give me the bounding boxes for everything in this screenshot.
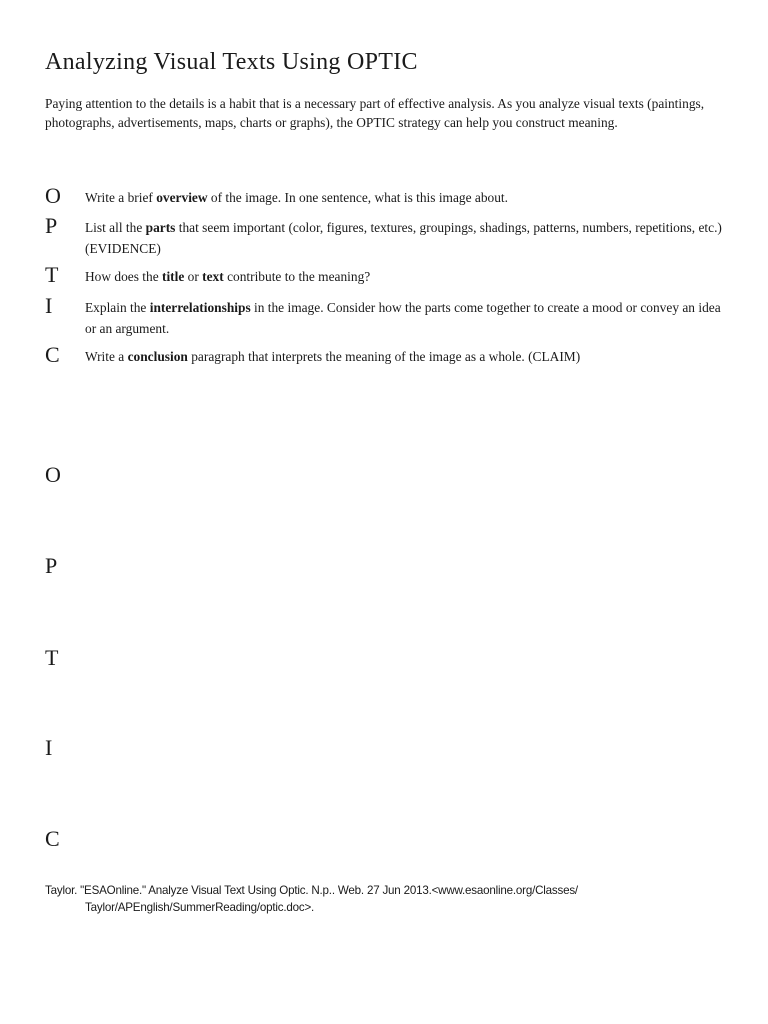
page-title: Analyzing Visual Texts Using OPTIC [45, 49, 418, 75]
step-letter-i: I [45, 293, 53, 318]
step-title-keyword-2: text [202, 269, 224, 284]
step-title-text-before: How does the [85, 269, 162, 284]
step-conclusion-text-after: paragraph that interprets the meaning of the image as a whole. (CLAIM) [187, 349, 581, 364]
answer-letter-o: O [45, 462, 61, 487]
step-overview-text-before: Write a brief [85, 190, 157, 205]
step-overview-keyword: overview [156, 190, 208, 205]
citation [45, 882, 685, 916]
step-conclusion-text [85, 347, 725, 368]
answer-letter-c: C [45, 826, 60, 851]
step-overview-text [85, 188, 725, 209]
step-title-keyword: title [161, 269, 185, 284]
step-interrelationships-text-before: Explain the [85, 300, 150, 315]
intro-paragraph: Paying attention to the details is a habit that is a necessary part of effective analysis. As you analyze visual texts (paintings, photographs, advertisements, maps, charts or graphs), the OPTIC strategy can help you construct meaning. [45, 96, 705, 130]
step-letter-p: P [45, 213, 58, 238]
step-overview-text-after: of the image. In one sentence, what is this image about. [207, 190, 508, 205]
step-interrelationships-keyword: interrelationships [149, 300, 251, 315]
step-conclusion-text-before: Write a [85, 349, 128, 364]
step-letter-t: T [45, 262, 59, 287]
step-title-text [85, 267, 725, 288]
step-letter-o: O [45, 183, 61, 208]
step-title-text-after: contribute to the meaning? [223, 269, 371, 284]
answer-letter-i: I [45, 735, 53, 760]
citation-line-1: Taylor. "ESAOnline." Analyze Visual Text Using Optic. N.p.. Web. 27 Jun 2013.<www.esaonline.org/Classes/ [45, 884, 578, 897]
step-conclusion-keyword: conclusion [127, 349, 188, 364]
step-parts-text [85, 218, 725, 259]
step-title-text-middle: or [184, 269, 203, 284]
step-parts-text-after: that seem important (color, figures, textures, groupings, shadings, patterns, numbers, repetitions, etc.) (EVIDENCE) [85, 220, 722, 256]
citation-line-2: Taylor/APEnglish/SummerReading/optic.doc>. [85, 901, 315, 914]
step-interrelationships-text [85, 298, 725, 339]
answer-letter-p: P [45, 553, 58, 578]
step-letter-c: C [45, 342, 60, 367]
step-interrelationships-text-after: in the image. Consider how the parts come together to create a mood or convey an idea or an argument. [85, 300, 721, 336]
answer-letter-t: T [45, 645, 59, 670]
step-parts-text-before: List all the [85, 220, 146, 235]
step-parts-keyword: parts [145, 220, 176, 235]
